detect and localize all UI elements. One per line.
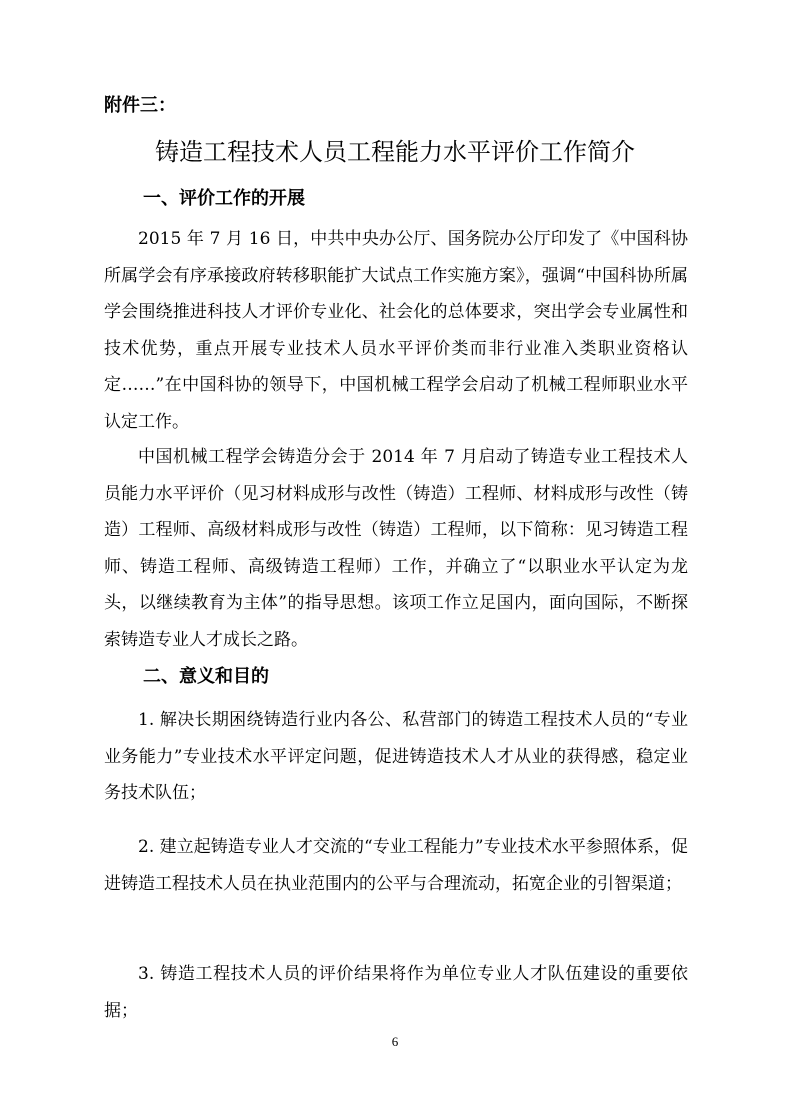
section-heading-2: 二、意义和目的 [143,666,269,687]
section-heading-1: 一、评价工作的开展 [143,188,305,209]
paragraph: 1. 解决长期困绕铸造行业内各公、私营部门的铸造工程技术人员的“专业业务能力”专业技术水平评定问题，促进铸造技术人才从业的获得感，稳定业务技术队伍； [104,710,688,803]
page-number: 6 [391,1034,399,1049]
paragraph: 中国机械工程学会铸造分会于 2014 年 7 月启动了铸造专业工程技术人员能力水平评价（见习材料成形与改性（铸造）工程师、材料成形与改性（铸造）工程师、高级材料成形与改性（铸造）工程师，以下简称：见习铸造工程师、铸造工程师、高级铸造工程师）工作，并确立了“以职业水平认定为龙头，以继续教育为主体”的指导思想。该项工作立足国内，面向国际，不断探索铸造专业人才成长之路。 [104,447,688,650]
annex-label: 附件三： [104,95,176,116]
document-title: 铸造工程技术人员工程能力水平评价工作简介 [155,138,635,166]
paragraph: 2. 建立起铸造专业人才交流的“专业工程能力”专业技术水平参照体系，促进铸造工程技术人员在执业范围内的公平与合理流动，拓宽企业的引智渠道； [104,837,688,894]
paragraph: 3. 铸造工程技术人员的评价结果将作为单位专业人才队伍建设的重要依据； [104,964,688,1021]
paragraph: 2015 年 7 月 16 日，中共中央办公厅、国务院办公厅印发了《中国科协所属学会有序承接政府转移职能扩大试点工作实施方案》，强调“中国科协所属学会围绕推进科技人才评价专业化、社会化的总体要求，突出学会专业属性和技术优势，重点开展专业技术人员水平评价类而非行业准入类职业资格认定……”在中国科协的领导下，中国机械工程学会启动了机械工程师职业水平认定工作。 [104,229,688,432]
